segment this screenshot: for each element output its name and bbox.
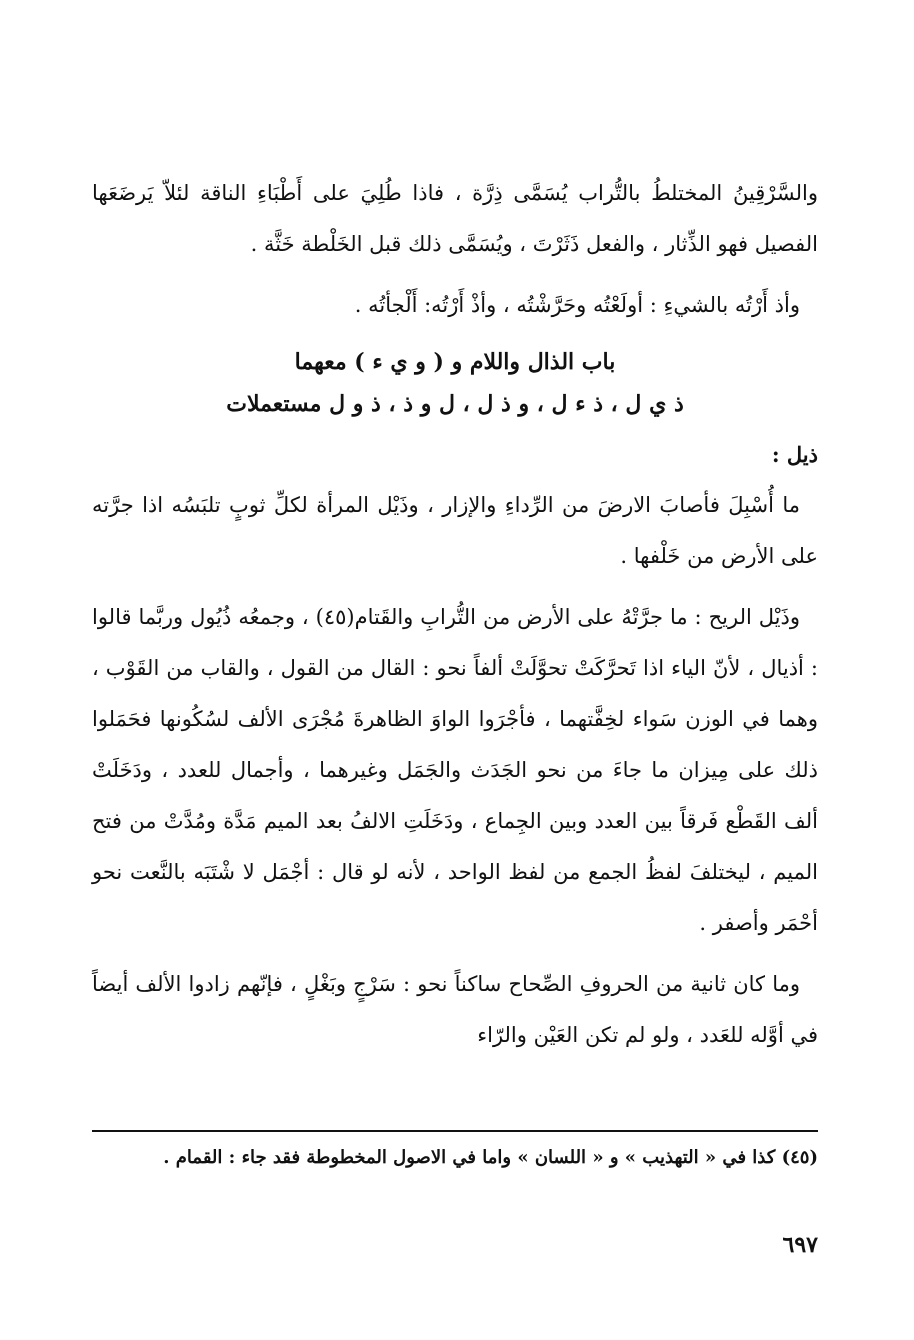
paragraph: وذَيْل الريح : ما جرَّتْهُ على الأرض من التُّرابِ والقَتام(٤٥) ، وجمعُه ذُيُول وربَّما قالوا : أذيال ، لأنّ الياء اذا تَحرَّكَتْ تحوَّلَتْ ألفاً نحو : القال من القول ، والقاب من القَوْب ، وهما في الوزن سَواء لخِفَّتهما ، فأجْرَوا الواوَ الظاهرةَ مُجْرَى الألف لسُكُونها فحَمَلوا ذلك على مِيزان ما جاءَ من نحو الجَدَث والجَمَل وغيرهما ، وأجمال للعدد ، ودَخَلَتْ ألف القَطْع فَرقاً بين العدد وبين الجِماع ، ودَخَلَتِ الالفُ بعد الميم مَدَّة ومُدَّتْ من فتح الميم ، ليختلفَ لفظُ الجمع من لفظ الواحد ، لأنه لو قال : أجْمَل لا شْتَبَه بالنَّعت نحو أحْمَر وأصفر . — [92, 605, 818, 935]
paragraph: وما كان ثانية من الحروفِ الصِّحاح ساكناً نحو : سَرْجٍ وبَغْلٍ ، فإنّهم زادوا الألف أيضاً في أوَّله للعَدد ، ولو لم تكن العَيْن والرّاء — [92, 972, 818, 1047]
entry-title: ذيل : — [771, 442, 818, 467]
footnote: (٤٥) كذا في « التهذيب » و « اللسان » واما في الاصول المخطوطة فقد جاء : القمام . — [163, 1147, 818, 1168]
page-number: ٦٩٧ — [782, 1232, 818, 1258]
chapter-heading-line1: باب الذال واللام و ( و ي ء ) معهما — [294, 349, 616, 375]
paragraph: والسَّرْقِينُ المختلطُ بالتُّراب يُسَمَّى ذِرَّة ، فاذا طُلِيَ على أَطْبَاءِ الناقة لئلاّ يَرضَعَها الفصيل فهو الذِّثار ، والفعل ذَثَرْتَ ، ويُسَمَّى ذلك قبل الخَلْطة خَثَّة . — [92, 181, 818, 256]
paragraph: وأذ أَرْتُه بالشيءِ : أولَعْتُه وحَرَّشْتُه ، وأذْ أَرْتُه: أَلْجأتُه . — [354, 293, 800, 317]
main-text — [92, 168, 818, 1071]
chapter-heading-line2: ذ ي ل ، ذ ء ل ، و ذ ل ، ل و ذ ، ذ و ل مستعملات — [226, 391, 684, 417]
chapter-heading — [92, 341, 818, 425]
paragraph: ما أُسْبِلَ فأصابَ الارضَ من الرِّداءِ والإزار ، وذَيْل المرأة لكلِّ ثوبٍ تلبَسُه اذا جرَّته على الأرض من خَلْفها . — [92, 493, 818, 568]
footnote-divider — [92, 1130, 818, 1132]
